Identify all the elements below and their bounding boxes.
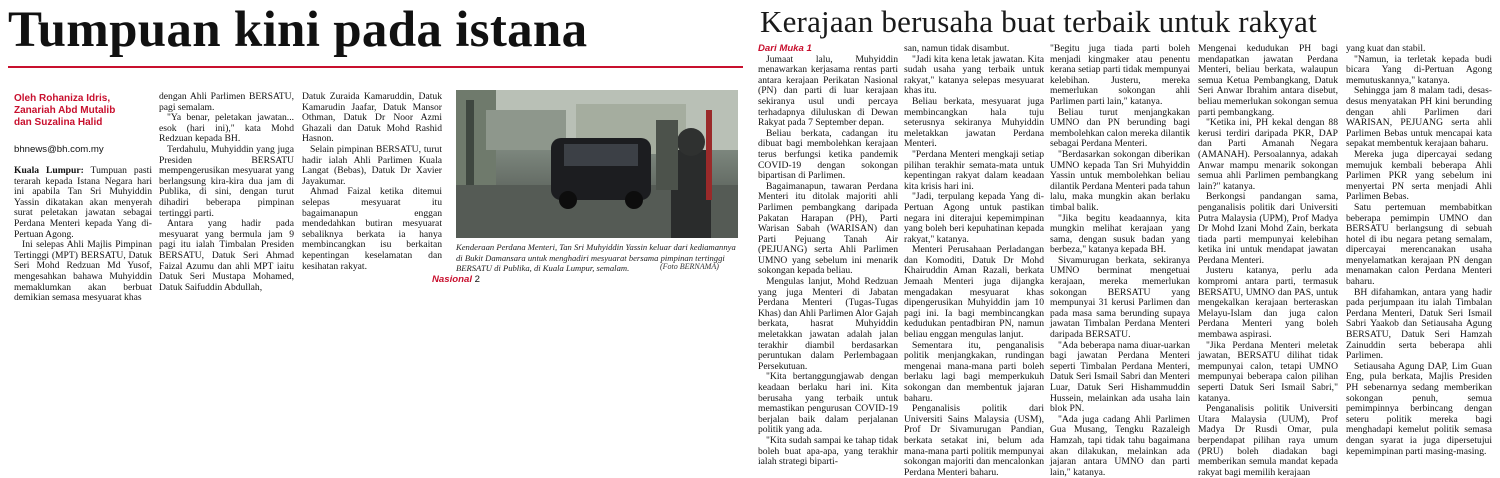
paragraph: "Berdasarkan sokongan diberikan UMNO kepada Tan Sri Muhyiddin Yassin untuk membolehkan beliau dilantik Perdana Menteri pada tahun lalu, maka mungkin akan berlaku timbal balik.	[1050, 148, 1190, 213]
headline-rule	[8, 66, 743, 68]
dateline: Kuala Lumpur:	[14, 165, 84, 176]
right-column-4	[1198, 43, 1338, 478]
left-column-2	[159, 92, 294, 438]
continue-label: Nasional	[432, 274, 472, 285]
paragraph: "Ya benar, peletakan jawatan... esok (hari ini)," kata Mohd Redzuan kepada BH.	[159, 112, 294, 145]
right-column-3	[1050, 43, 1190, 478]
paragraph: Ini selepas Ahli Majlis Pimpinan Tertinggi (MPT) BERSATU, Datuk Seri Mohd Redzuan Md Yusof, mengesahkan bahawa Muhyiddin memaklumkan akan berbuat demikian semasa mesyuarat khas	[14, 239, 152, 304]
paragraph: Sivamurugan berkata, sekiranya UMNO berminat mengetuai kerajaan, mereka memerlukan sokongan BERSATU yang mempunyai 31 kerusi Parlimen dan pada masa sama berunding supaya jawatan Timbalan Perdana Menteri daripada BERSATU.	[1050, 254, 1190, 341]
byline-line: Oleh Rohaniza Idris,	[14, 93, 111, 104]
paragraph: Mereka juga dipercayai sedang memujuk kembali beberapa Ahli Parlimen PKR yang sebelum ini menyertai PN serta menjadi Ahli Parlimen Bebas.	[1346, 148, 1492, 203]
paragraph: Penganalisis politik dari Universiti Sains Malaysia (USM), Prof Dr Sivamurugan Pandian, berkata setakat ini, belum ada mana-mana parti politik mempunyai sokongan majoriti dan mencalonkan Perdana Menteri baharu.	[904, 403, 1044, 478]
paragraph: Mengenai kedudukan PH bagi mendapatkan jawatan Perdana Menteri, beliau berkata, walaupun semua Ketua Pembangkang, Datuk Seri Anwar Ibrahim antara disebut, beliau memerlukan sokongan semua parti pembangkang.	[1198, 43, 1338, 118]
right-headline: Kerajaan berusaha buat terbaik untuk rakyat	[760, 4, 1317, 39]
paragraph: "Jadi, terpulang kepada Yang di-Pertuan Agong untuk pastikan negara ini diterajui kepemimpinan yang boleh beri kepuhatinan kepada rakyat," katanya.	[904, 191, 1044, 245]
paragraph: "Begitu juga tiada parti boleh menjadi kingmaker atau penentu kerana setiap parti tidak mempunyai kelebihan. Justeru, mereka memerlukan sokongan ahli Parlimen parti lain," katanya.	[1050, 43, 1190, 107]
paragraph: Menteri Perusahaan Perladangan dan Komoditi, Datuk Dr Mohd Khairuddin Aman Razali, berkata Jemaah Menteri juga dijangka mengadakan mesyuarat khas dipengerusikan Muhyiddin jam 10 pagi ini. Ia bagi membincangkan kedudukan pentadbiran PN, namun beliau enggan mengulas lanjut.	[904, 244, 1044, 341]
paragraph: Penganalisis politik Universiti Utara Malaysia (UUM), Prof Madya Dr Rusdi Omar, pula berpendapat pilihan raya umum (PRU) boleh diadakan bagi memberikan semula mandat kepada rakyat bagi memilih kerajaan	[1198, 403, 1338, 478]
paragraph: "Ada beberapa nama diuar-uarkan bagi jawatan Perdana Menteri seperti Timbalan Perdana Menteri, Datuk Seri Ismail Sabri dan Menteri Luar, Datuk Seri Hishammuddin Hussein, melainkan ada usaha lain blok PN.	[1050, 339, 1190, 415]
paragraph: Datuk Zuraida Kamaruddin, Datuk Kamarudin Jaafar, Datuk Mansor Othman, Datuk Dr Noor Azmi Ghazali dan Datuk Mohd Rashid Hasnon.	[302, 91, 442, 145]
byline-line: Zanariah Abd Mutalib	[14, 105, 116, 116]
right-column-2	[904, 43, 1044, 478]
continue-page: 2	[474, 274, 481, 285]
paragraph: BH difahamkan, antara yang hadir pada perjumpaan itu ialah Timbalan Perdana Menteri, Datuk Seri Ismail Sabri Yaakob dan Setiausaha Agung BERSATU, Datuk Seri Hamzah Zainuddin serta beberapa ahli Parlimen.	[1346, 286, 1492, 362]
paragraph: Ahmad Faizal ketika ditemui selepas mesyuarat itu bagaimanapun enggan mendedahkan butiran mesyuarat sebaliknya berkata ia hanya membincangkan isu berkaitan kepentingan keselamatan dan kesihatan rakyat.	[302, 186, 442, 272]
news-photo	[456, 90, 738, 238]
paragraph: Tumpuan pasti terarah kepada Istana Negara hari ini apabila Tan Sri Muhyiddin Yassin dikatakan akan menyerah surat peletakan jawatan sebagai Perdana Menteri kepada Yang di-Pertuan Agong.	[14, 165, 152, 240]
paragraph: "Jadi kita kena letak jawatan. Kita sudah usaha yang terbaik untuk rakyat," katanya selepas mesyuarat khas itu.	[904, 53, 1044, 97]
paragraph: "Namun, ia terletak kepada budi bicara Yang di-Pertuan Agong memutuskannya," katanya.	[1346, 53, 1492, 86]
paragraph: Bagaimanapun, tawaran Perdana Menteri itu ditolak majoriti ahli Parlimen pembangkang daripada Pakatan Harapan (PH), Parti Warisan Sabah (WARISAN) dan Parti Pejuang Tanah Air (PEJUANG) serta Ahli Parlimen UMNO yang sebelum ini menarik sokongan kepada beliau.	[758, 180, 898, 277]
paragraph: Berkongsi pandangan sama, penganalisis politik dari Universiti Putra Malaysia (UPM), Prof Madya Dr Mohd Izani Mohd Zain, berkata tiada parti mempunyai kelebihan ketika ini untuk mendapat jawatan Perdana Menteri.	[1198, 191, 1338, 266]
paragraph: "Ada juga cadang Ahli Parlimen Gua Musang, Tengku Razaleigh Hamzah, tapi tidak tahu bagaimana akan dilakukan, melainkan ada jajaran antara UMNO dan parti lain," katanya.	[1050, 413, 1190, 478]
paragraph: Setiausaha Agung DAP, Lim Guan Eng, pula berkata, Majlis Presiden PH sebenarnya sedang memberikan sokongan penuh, semua pemimpinnya berbincang dengan seteru politik mereka bagi menghadapi kemelut politik semasa dengan syarat ia juga dipersetujui kepemimpinan parti masing-masing.	[1346, 360, 1492, 457]
paragraph: Sementara itu, penganalisis politik menjangkakan, rundingan mengenai mana-mana parti boleh berlaku lagi bagi memperkukuh sokongan dan membentuk jajaran baharu.	[904, 339, 1044, 404]
byline	[14, 93, 144, 129]
paragraph: Antara yang hadir pada mesyuarat yang bermula jam 9 pagi itu ialah Timbalan Presiden BERSATU, Datuk Seri Ahmad Faizal Azumu dan ahli MPT iaitu Datuk Seri Mustapa Mohamed, Datuk Saifuddin Abdullah,	[159, 218, 294, 293]
paragraph: "Kita bertanggungjawab dengan keadaan berlaku hari ini. Kita berusaha yang terbaik untuk memastikan pengurusan COVID-19 berjalan baik dalam perjalanan politik yang ada.	[758, 371, 898, 436]
continue-marker	[432, 274, 480, 285]
right-column-1	[758, 43, 898, 468]
paragraph: "Jika Perdana Menteri meletak jawatan, BERSATU dilihat tidak mempunyai calon, tetapi UMNO mempunyai beberapa calon pilihan seperti Datuk Seri Ismail Sabri," katanya.	[1198, 339, 1338, 404]
paragraph: "Perdana Menteri mengkaji setiap pilihan terakhir semata-mata untuk kepentingan rakyat dalam keadaan kita krisis hari ini.	[904, 148, 1044, 192]
paragraph: Satu pertemuan membabitkan beberapa pemimpin UMNO dan BERSATU berlangsung di sebuah hotel di ibu negara petang semalam, dipercayai merencanakan usaha menyelamatkan kerajaan PN dengan menamakan calon Perdana Menteri baharu.	[1346, 201, 1492, 288]
right-column-5	[1346, 43, 1492, 457]
photo-caption: Kenderaan Perdana Menteri, Tan Sri Muhyiddin Yassin keluar dari kediamannya di Bukit Damansara untuk menghadiri mesyuarat bersama pimpinan tertinggi BERSATU di Publika, di Kuala Lumpur, semalam.	[456, 242, 736, 274]
from-page-label: Dari Muka 1	[758, 43, 812, 54]
paragraph: "Kita sudah sampai ke tahap tidak boleh buat apa-apa, yang terakhir ialah strategi biparti-	[758, 434, 898, 468]
paragraph: "Ketika ini, PH kekal dengan 88 kerusi terdiri daripada PKR, DAP dan Parti Amanah Negara (AMANAH). Persoalannya, adakah Anwar mampu menarik sokongan semua ahli Parlimen pembangkang lain?" katanya.	[1198, 117, 1338, 192]
paragraph: san, namun tidak disambut.	[904, 43, 1010, 54]
paragraph: dengan Ahli Parlimen BERSATU, pagi semalam.	[159, 91, 294, 113]
left-column-1	[14, 166, 152, 436]
paragraph: Mengulas lanjut, Mohd Redzuan yang juga Menteri di Jabatan Perdana Menteri (Tugas-Tugas Khas) dan Ahli Parlimen Alor Gajah berkata, hasrat Muhyiddin meletakkan jawatan adalah jalan terakhir diambil berdasarkan peruntukan dalam Perlembagaan Persekutuan.	[758, 276, 898, 372]
photo-credit: (Foto BERNAMA)	[660, 262, 719, 271]
paragraph: Sehingga jam 8 malam tadi, desas-desus menyatakan PH kini berunding dengan ahli Parlimen dari WARISAN, PEJUANG serta ahli Parlimen Bebas untuk mencapai kata sepakat membentuk kerajaan baharu.	[1346, 85, 1492, 150]
author-email: bhnews@bh.com.my	[14, 144, 104, 155]
paragraph: Beliau berkata, cadangan itu dibuat bagi membolehkan kerajaan terus berfungsi ketika pandemik COVID-19 dengan sokongan bipartisan di Parlimen.	[758, 127, 898, 182]
byline-line: dan Suzalina Halid	[14, 117, 103, 128]
paragraph: Terdahulu, Muhyiddin yang juga Presiden BERSATU mempengerusikan mesyuarat yang berlangsung kira-kira dua jam di Publika, di sini, dengan turut dihadiri beberapa pimpinan tertinggi parti.	[159, 143, 294, 219]
left-headline: Tumpuan kini pada istana	[8, 2, 588, 58]
paragraph: yang kuat dan stabil.	[1346, 43, 1426, 54]
paragraph: Justeru katanya, perlu ada kompromi antara parti, termasuk BERSATU, UMNO dan PAS, untuk mengekalkan kerajaan berteraskan Melayu-Islam dan juga calon Perdana Menteri yang boleh membawa aspirasi.	[1198, 265, 1338, 341]
paragraph: Beliau turut menjangkakan UMNO dan PN berunding bagi membolehkan calon mereka dilantik sebagai Perdana Menteri.	[1050, 106, 1190, 150]
left-column-3	[302, 92, 442, 272]
paragraph: "Jika begitu keadaannya, kita mungkin melihat kerajaan yang sama, dengan susuk badan yang berbeza," katanya kepada BH.	[1050, 212, 1190, 256]
paragraph: Selain pimpinan BERSATU, turut hadir ialah Ahli Parlimen Kuala Langat (Bebas), Datuk Dr Xavier Jayakumar.	[302, 143, 442, 187]
paragraph: Beliau berkata, mesyuarat juga membincangkan hala tuju seterusnya sekiranya Muhyiddin meletakkan jawatan Perdana Menteri.	[904, 95, 1044, 150]
paragraph: Jumaat lalu, Muhyiddin menawarkan kerjasama rentas parti antara kerajaan Perikatan Nasional (PN) dan parti di luar kerajaan sekiranya usul undi percaya terhadapnya diluluskan di Dewan Rakyat pada 7 September depan.	[758, 53, 898, 129]
